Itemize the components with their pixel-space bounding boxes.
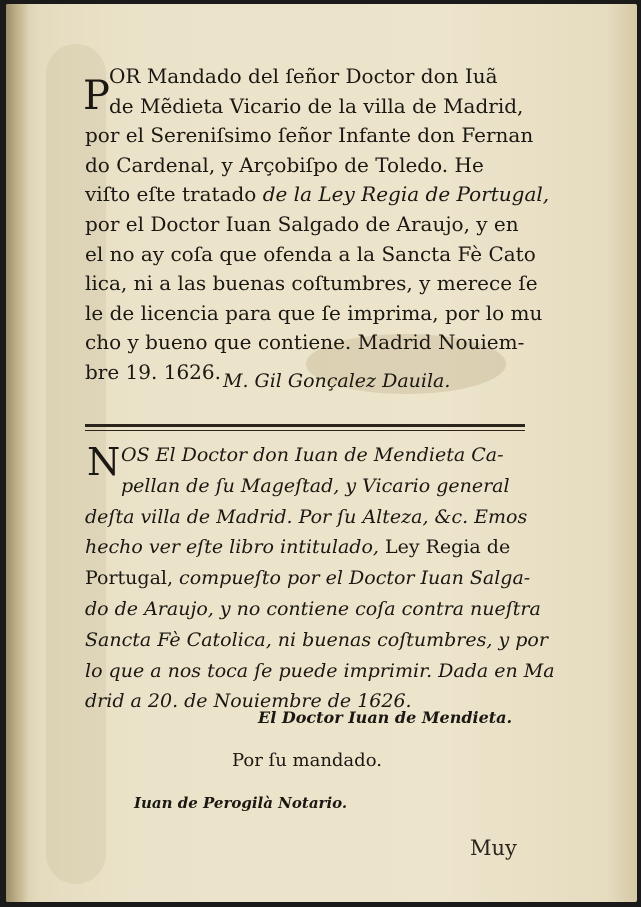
text-line: pellan de ſu Mageſtad, y Vicario general: [121, 474, 510, 497]
text-line: OS El Doctor don Iuan de Mendieta Ca-: [121, 444, 504, 466]
signature-notario: Iuan de Perogilà Notario.: [134, 794, 348, 812]
aprobacion-paragraph: [85, 62, 550, 388]
text-line: cho y bueno que contiene. Madrid Nouiem-: [85, 330, 525, 355]
licencia-paragraph: [85, 440, 555, 717]
text-line: le de licencia para que ſe imprima, por lo mu: [85, 300, 543, 325]
book-title-roman: Ley Regia de: [378, 536, 511, 559]
text-fragment: hecho ver eſte libro intitulado,: [85, 536, 379, 559]
catchword: Muy: [470, 836, 517, 860]
text-line: por el Doctor Iuan Salgado de Araujo, y en: [85, 211, 519, 236]
text-line: drid a 20. de Nouiembre de 1626.: [85, 690, 412, 713]
text-line: [85, 180, 550, 210]
text-line: bre 19. 1626.: [85, 359, 221, 384]
book-title-italic: de la Ley Regia de Portugal,: [262, 182, 550, 207]
text-line: do de Araujo, y no contiene coſa contra nueſtra: [85, 597, 541, 620]
por-su-mandado: Por ſu mandado.: [232, 750, 382, 771]
book-title-roman: Portugal,: [85, 567, 174, 590]
signature-mendieta: El Doctor Iuan de Mendieta.: [258, 708, 513, 727]
divider-rule: [85, 424, 525, 427]
text-fragment: viſto eſte tratado: [85, 182, 263, 207]
text-line: lica, ni a las buenas coſtumbres, y merece ſe: [85, 271, 538, 296]
page-gutter: [6, 4, 28, 902]
text-line: Sancta Fè Catolica, ni buenas coſtumbres, y por: [85, 628, 548, 651]
divider-rule-thin: [85, 430, 525, 431]
text-line: por el Sereniſsimo ſeñor Infante don Fernan: [85, 123, 534, 148]
dropcap-n: N: [87, 440, 121, 484]
text-line: [85, 563, 531, 594]
text-line: lo que a nos toca ſe puede imprimir. Dada en Ma: [85, 659, 555, 682]
text-line: de Mẽdieta Vicario de la villa de Madrid,: [109, 93, 524, 118]
text-line: OR Mandado del ſeñor Doctor don Iuã: [109, 64, 498, 88]
text-line: [85, 532, 525, 563]
signature-gil-gonzalez: M. Gil Gonçalez Dauila.: [223, 370, 451, 392]
text-line: do Cardenal, y Arçobiſpo de Toledo. He: [85, 152, 484, 177]
text-line: el no ay coſa que ofenda a la Sancta Fè Cato: [85, 241, 536, 266]
text-fragment: compueſto por el Doctor Iuan Salga-: [173, 567, 531, 590]
dropcap-p: P: [83, 73, 110, 119]
book-page: [6, 4, 637, 902]
text-line: deſta villa de Madrid. Por ſu Alteza, &c. Emos: [85, 505, 528, 528]
